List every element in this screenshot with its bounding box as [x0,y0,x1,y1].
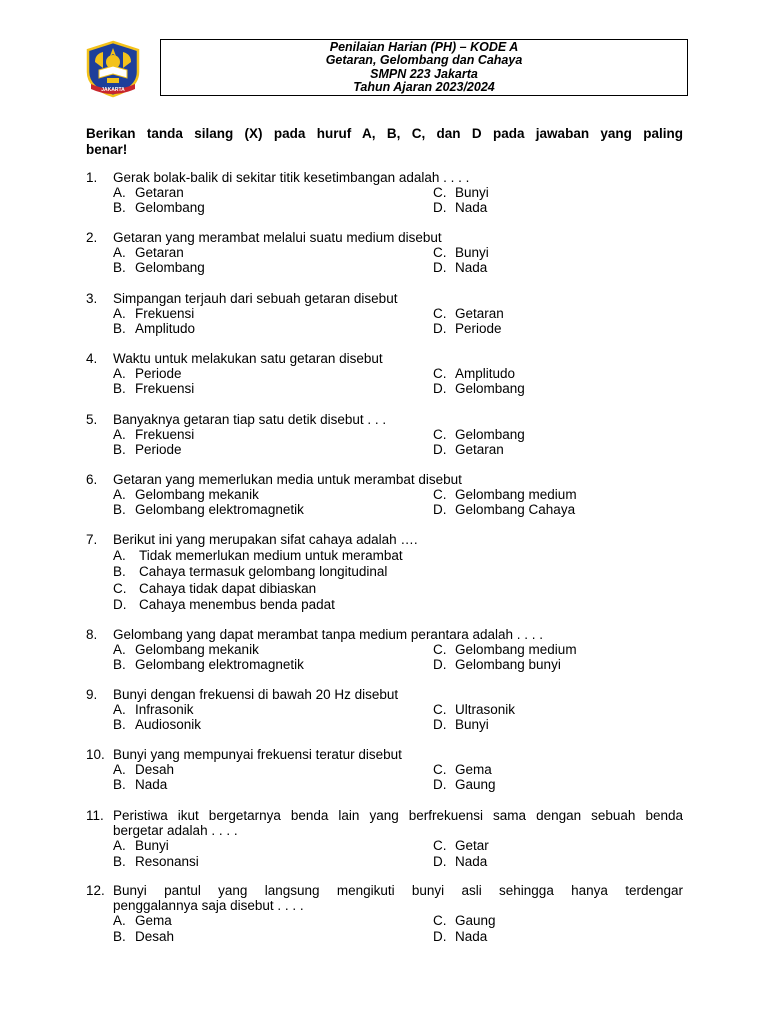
option-a[interactable] [113,762,174,777]
option-c[interactable] [433,306,504,321]
option-text: Gelombang [135,200,205,216]
question-stem [113,747,683,762]
option-letter: A. [113,185,126,201]
option-text: Nada [455,928,488,944]
option-text: Amplitudo [135,321,196,337]
academic-year: Tahun Ajaran 2023/2024 [353,80,495,94]
option-text: Desah [135,762,175,778]
question-stem-line: Gelombang yang dapat merambat tanpa medium perantara adalah . . . . [113,627,544,642]
option-text: Nada [455,260,488,276]
option-d[interactable] [433,777,496,792]
question-stem [113,532,683,547]
option-letter: B. [113,381,126,397]
instruction-line-2: benar! [86,141,128,157]
question-stem-line: Banyaknya getaran tiap satu detik disebut . . . [113,412,387,427]
option-b[interactable] [113,929,174,944]
option-letter: B. [113,442,126,458]
option-a[interactable] [113,642,259,657]
option-b[interactable] [113,777,167,792]
option-letter: A. [113,702,126,718]
option-letter: B. [113,928,126,944]
option-text: Getaran [455,306,504,322]
option-d[interactable] [433,260,487,275]
option-text: Cahaya menembus benda padat [139,596,335,612]
option-d[interactable] [433,929,487,944]
question-stem-line: bergetar adalah . . . . [113,823,238,839]
option-letter: B. [113,717,126,733]
option-letter: D. [433,777,447,793]
option-d[interactable] [433,854,487,869]
option-c[interactable] [433,245,489,260]
option-text: Nada [135,777,168,793]
option-c[interactable] [433,702,515,717]
option-a[interactable] [113,838,169,853]
option-letter: A. [113,642,126,658]
option-letter: B. [113,260,126,276]
option-text: Gema [455,762,492,778]
question-stem [113,351,683,366]
question-stem-line: Bunyi pantul yang langsung mengikuti bunyi asli sehingga hanya terdengar [113,883,683,898]
instruction [86,126,683,157]
question-number: 12. [86,883,105,898]
option-text: Gema [135,913,172,929]
option-b[interactable] [113,854,199,869]
question-stem-line: Peristiwa ikut bergetarnya benda lain yang berfrekuensi sama dengan sebuah benda [113,808,683,823]
option-letter: C. [433,642,447,658]
option-a[interactable] [113,487,259,502]
option-c[interactable] [433,762,492,777]
option-letter: D. [433,928,447,944]
option-text: Tidak memerlukan medium untuk merambat [139,548,403,564]
option-c[interactable] [433,487,577,502]
option-letter: B. [113,321,126,337]
option-text: Cahaya tidak dapat dibiaskan [139,580,317,596]
option-b[interactable] [113,442,182,457]
option-c[interactable] [433,642,577,657]
question-number: 1. [86,170,98,185]
question-stem-line: penggalannya saja disebut . . . . [113,898,304,914]
option-a[interactable] [113,913,172,928]
option-a[interactable] [113,245,184,260]
question-number: 7. [86,532,98,547]
question-stem-line: Waktu untuk melakukan satu getaran disebut [113,351,383,366]
option-b[interactable] [113,657,304,672]
option-text: Gelombang medium [455,642,577,658]
option-letter: D. [433,657,447,673]
option-letter: D. [433,321,447,337]
option-letter: C. [433,487,447,503]
option-text: Gaung [455,913,496,929]
option-letter: D. [113,596,127,612]
option-text: Gelombang bunyi [455,657,561,673]
option-b[interactable] [113,564,387,579]
option-c[interactable] [113,581,316,596]
question-stem [113,627,683,642]
option-text: Bunyi [455,185,489,201]
option-text: Frekuensi [135,427,195,443]
option-letter: D. [433,853,447,869]
option-letter: A. [113,245,126,261]
option-letter: D. [433,200,447,216]
question-number: 11. [86,808,104,823]
option-d[interactable] [433,442,504,457]
question-number: 9. [86,687,98,702]
logo-caption: JAKARTA [101,87,125,93]
option-letter: A. [113,762,126,778]
option-c[interactable] [433,838,489,853]
option-letter: B. [113,502,126,518]
question-stem [113,170,683,185]
option-letter: A. [113,366,126,382]
option-text: Gelombang mekanik [135,487,259,503]
option-b[interactable] [113,717,201,732]
question-number: 6. [86,472,98,487]
option-text: Amplitudo [455,366,516,382]
option-b[interactable] [113,321,195,336]
option-letter: A. [113,427,126,443]
option-text: Getaran [455,442,504,458]
option-text: Nada [455,200,488,216]
question-stem-line: Simpangan terjauh dari sebuah getaran disebut [113,291,398,306]
question-number: 2. [86,230,98,245]
option-letter: B. [113,853,126,869]
option-letter: C. [433,245,447,261]
option-letter: C. [433,913,447,929]
school-name: SMPN 223 Jakarta [370,66,478,81]
option-letter: A. [113,913,126,929]
question-stem-line: Bunyi yang mempunyai frekuensi teratur disebut [113,747,402,762]
question-stem [113,291,683,306]
option-letter: C. [113,580,127,596]
exam-subject: Getaran, Gelombang dan Cahaya [325,53,523,67]
option-a[interactable] [113,702,194,717]
option-letter: C. [433,838,447,854]
question-stem-line: Bunyi dengan frekuensi di bawah 20 Hz disebut [113,687,399,702]
option-letter: C. [433,702,447,718]
option-text: Frekuensi [135,306,195,322]
option-text: Periode [455,321,502,337]
question-stem [113,412,683,427]
option-letter: A. [113,838,126,854]
option-letter: C. [433,366,447,382]
option-b[interactable] [113,260,205,275]
option-text: Gelombang [135,260,205,276]
question-number: 4. [86,351,98,366]
option-letter: B. [113,564,126,580]
option-text: Audiosonik [135,717,202,733]
option-letter: B. [113,657,126,673]
option-letter: D. [433,381,447,397]
option-a[interactable] [113,548,403,563]
option-letter: C. [433,427,447,443]
option-letter: A. [113,487,126,503]
option-d[interactable] [433,657,561,672]
exam-title: Penilaian Harian (PH) – KODE A [329,39,519,54]
option-c[interactable] [433,913,496,928]
option-text: Getaran [135,245,184,261]
option-b[interactable] [113,200,205,215]
exam-header [160,39,688,96]
option-letter: D. [433,442,447,458]
question-stem-line: Getaran yang memerlukan media untuk merambat disebut [113,472,462,487]
option-text: Bunyi [455,717,489,733]
option-letter: D. [433,260,447,276]
option-d[interactable] [113,597,335,612]
option-letter: B. [113,200,126,216]
option-c[interactable] [433,427,525,442]
option-d[interactable] [433,200,487,215]
option-d[interactable] [433,321,502,336]
option-text: Nada [455,853,488,869]
instruction-line-1: Berikan tanda silang (X) pada huruf A, B, C, dan D pada jawaban yang paling [86,126,683,141]
option-text: Gelombang medium [455,487,577,503]
question-stem-line: Getaran yang merambat melalui suatu medium disebut [113,230,442,245]
option-text: Gelombang elektromagnetik [135,502,304,518]
option-text: Ultrasonik [455,702,516,718]
option-a[interactable] [113,185,184,200]
question-number: 10. [86,747,105,762]
option-text: Cahaya termasuk gelombang longitudinal [139,564,388,580]
question-stem-line: Gerak bolak-balik di sekitar titik kesetimbangan adalah . . . . [113,170,470,185]
option-text: Periode [135,366,182,382]
question-stem-line: Berikut ini yang merupakan sifat cahaya adalah …. [113,532,418,547]
question-stem [113,883,683,913]
option-letter: C. [433,185,447,201]
option-text: Gaung [455,777,496,793]
question-number: 3. [86,291,98,306]
option-text: Bunyi [135,838,169,854]
question-stem [113,808,683,838]
option-text: Infrasonik [135,702,194,718]
option-b[interactable] [113,502,304,517]
school-logo [85,40,141,98]
option-a[interactable] [113,306,194,321]
option-d[interactable] [433,502,575,517]
option-a[interactable] [113,366,182,381]
option-c[interactable] [433,185,489,200]
option-letter: A. [113,306,126,322]
option-text: Gelombang Cahaya [455,502,576,518]
option-b[interactable] [113,381,194,396]
option-text: Gelombang mekanik [135,642,259,658]
option-text: Getaran [135,185,184,201]
question-number: 8. [86,627,98,642]
option-letter: C. [433,762,447,778]
option-letter: A. [113,548,126,564]
option-letter: D. [433,502,447,518]
option-a[interactable] [113,427,194,442]
option-text: Bunyi [455,245,489,261]
option-letter: C. [433,306,447,322]
option-text: Gelombang elektromagnetik [135,657,304,673]
option-text: Frekuensi [135,381,195,397]
option-text: Resonansi [135,853,199,869]
option-c[interactable] [433,366,515,381]
option-d[interactable] [433,381,525,396]
option-text: Gelombang [455,381,525,397]
question-stem [113,230,683,245]
option-letter: B. [113,777,126,793]
option-letter: D. [433,717,447,733]
option-text: Desah [135,928,175,944]
question-stem [113,687,683,702]
option-text: Gelombang [455,427,525,443]
question-number: 5. [86,412,98,427]
option-text: Periode [135,442,182,458]
question-stem [113,472,683,487]
option-text: Getar [455,838,489,854]
option-d[interactable] [433,717,489,732]
